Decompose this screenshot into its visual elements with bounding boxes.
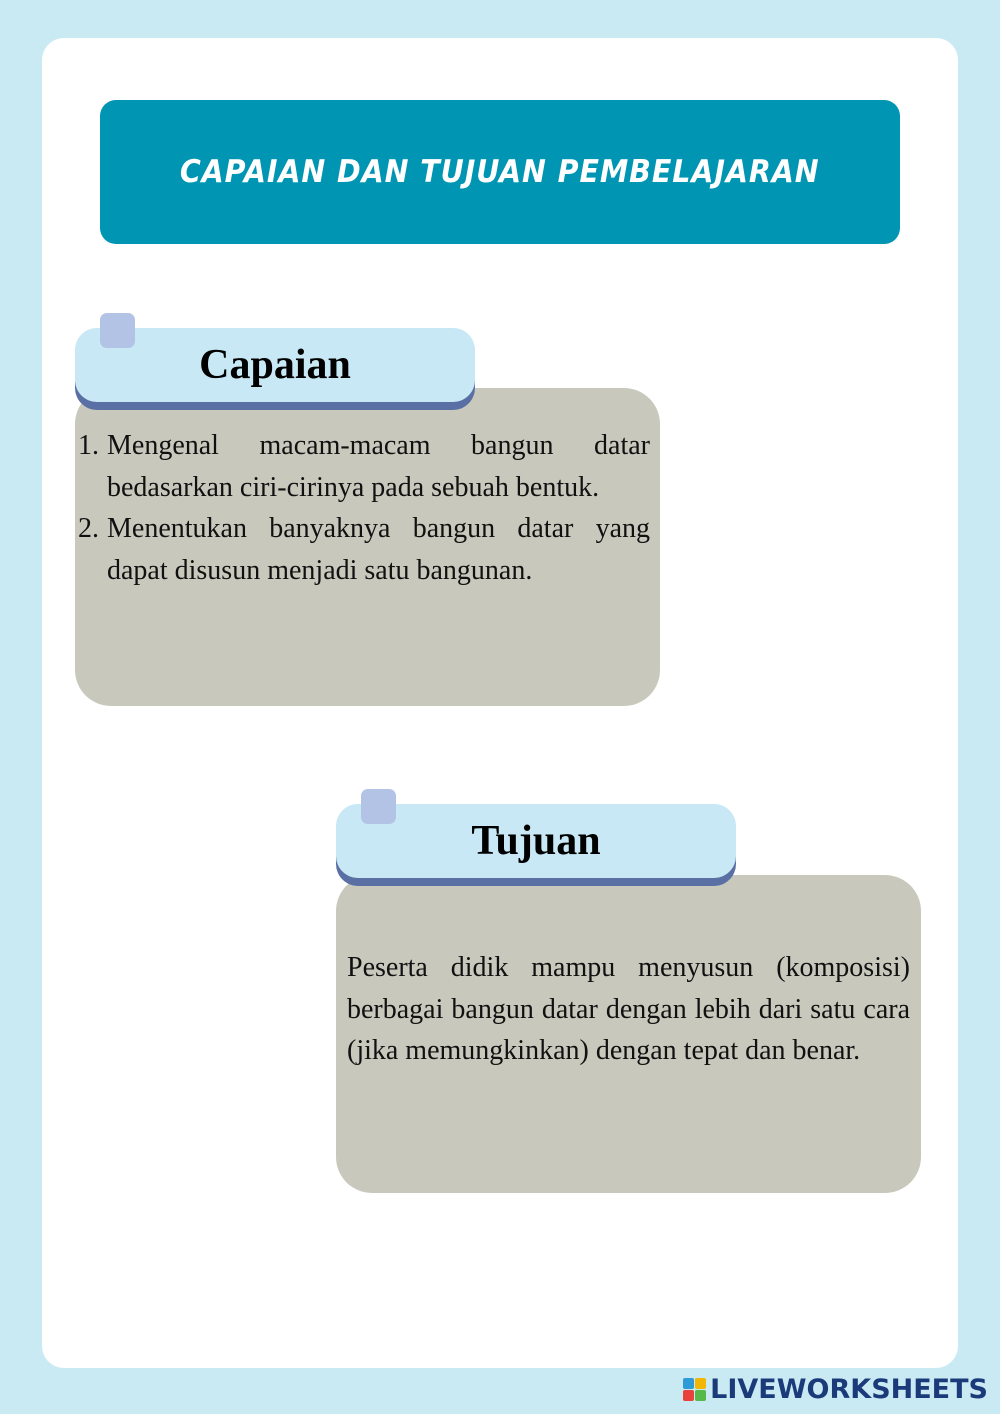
capaian-decor-square <box>100 313 135 348</box>
list-item <box>78 508 650 591</box>
page-title: CAPAIAN DAN TUJUAN PEMBELAJARAN <box>180 154 820 190</box>
title-banner <box>100 100 900 244</box>
capaian-heading: Capaian <box>199 342 351 388</box>
liveworksheets-icon <box>683 1378 706 1401</box>
tujuan-decor-square <box>361 789 396 824</box>
list-item-number: 2. <box>78 513 99 544</box>
list-item <box>78 425 650 508</box>
capaian-list <box>78 425 650 591</box>
list-item-number: 1. <box>78 430 99 461</box>
liveworksheets-logo[interactable] <box>683 1374 988 1404</box>
tujuan-heading-tab <box>336 804 736 878</box>
tujuan-text: Peserta didik mampu menyusun (komposisi) berbagai bangun datar dengan lebih dari satu cara (jika memungkinkan) dengan tepat dan benar. <box>347 952 910 1066</box>
list-item-text: Mengenal macam-macam bangun datar bedasarkan ciri-cirinya pada sebuah bentuk. <box>107 430 650 503</box>
logo-text: LIVEWORKSHEETS <box>710 1373 988 1405</box>
list-item-text: Menentukan banyaknya bangun datar yang dapat disusun menjadi satu bangunan. <box>107 513 650 586</box>
capaian-heading-tab <box>75 328 475 402</box>
tujuan-heading: Tujuan <box>471 818 601 864</box>
